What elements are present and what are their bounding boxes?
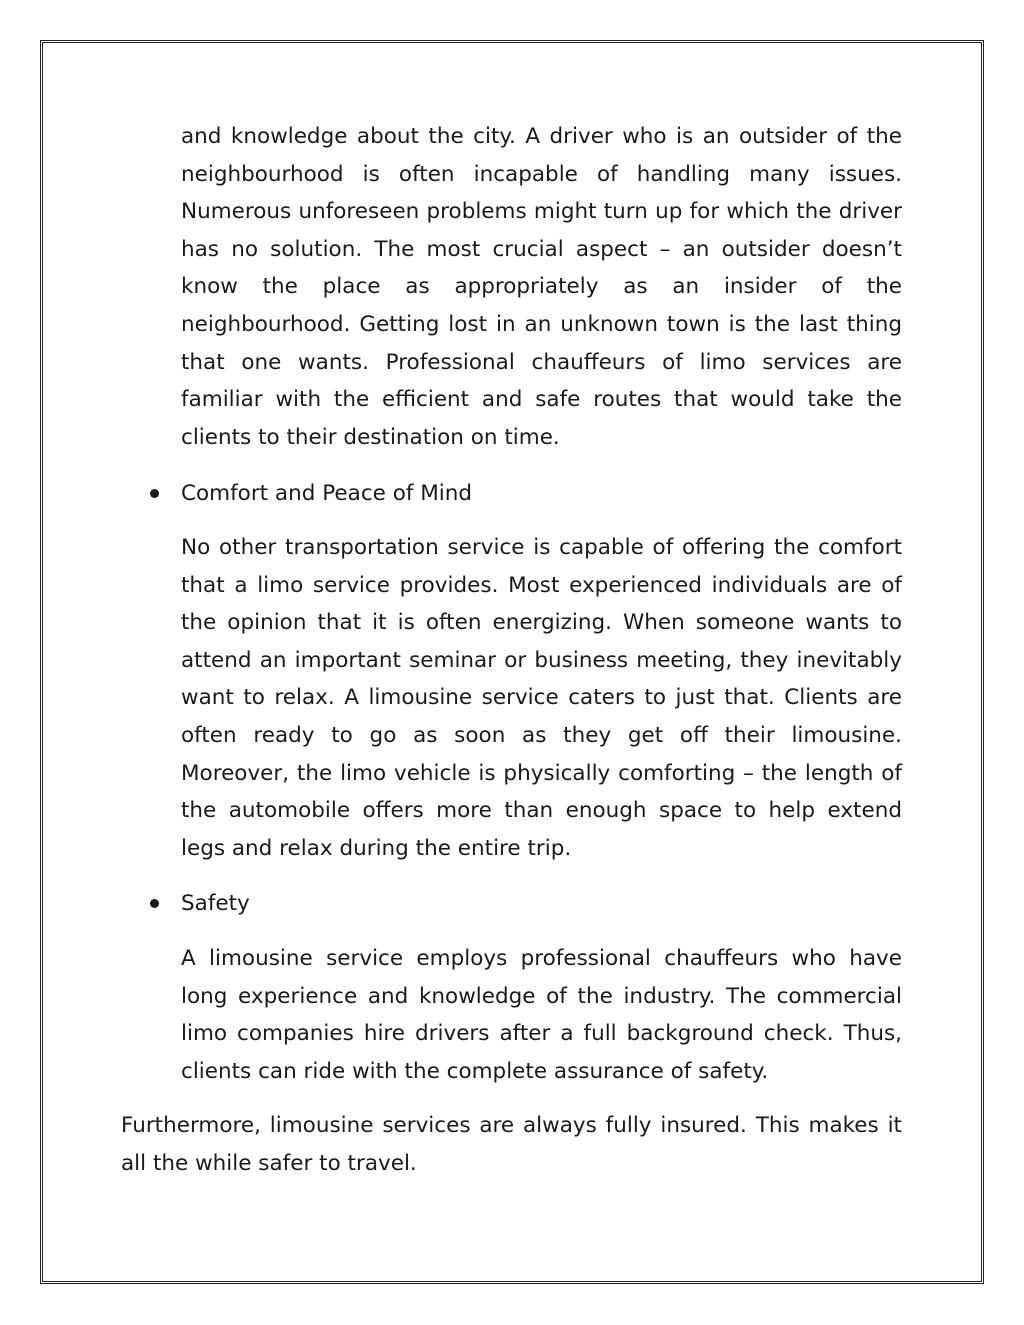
bullet-dot-icon [150,899,159,908]
bullet-item-safety [150,885,250,923]
bullet-item-comfort [150,475,472,513]
comfort-paragraph: No other transportation service is capable of offering the comfort that a limo service provides. Most experienced individuals are of the opinion that it is often energizing. When someone wants to attend an important seminar or business meeting, they inevitably want to relax. A limousine service caters to just that. Clients are often ready to go as soon as they get off their limousine. Moreover, the limo vehicle is physically comforting – the length of the automobile offers more than enough space to help extend legs and relax during the entire trip. [181,535,902,861]
closing-paragraph: Furthermore, limousine services are always fully insured. This makes it all the while safer to travel. [121,1113,902,1176]
bullet-label: Comfort and Peace of Mind [181,481,473,506]
intro-paragraph: and knowledge about the city. A driver who is an outsider of the neighbourhood is often incapable of handling many issues. Numerous unforeseen problems might turn up for which the driver has no solution. The most crucial aspect – an outsider doesn’t know the place as appropriately as an insider of the neighbourhood. Getting lost in an unknown town is the last thing that one wants. Professional chauffeurs of limo services are familiar with the efficient and safe routes that would take the clients to their destination on time. [181,124,902,450]
safety-paragraph: A limousine service employs professional chauffeurs who have long experience and knowledge of the industry. The commercial limo companies hire drivers after a full background check. Thus, clients can ride with the complete assurance of safety. [181,946,902,1084]
bullet-label: Safety [181,891,250,916]
bullet-dot-icon [150,489,159,498]
